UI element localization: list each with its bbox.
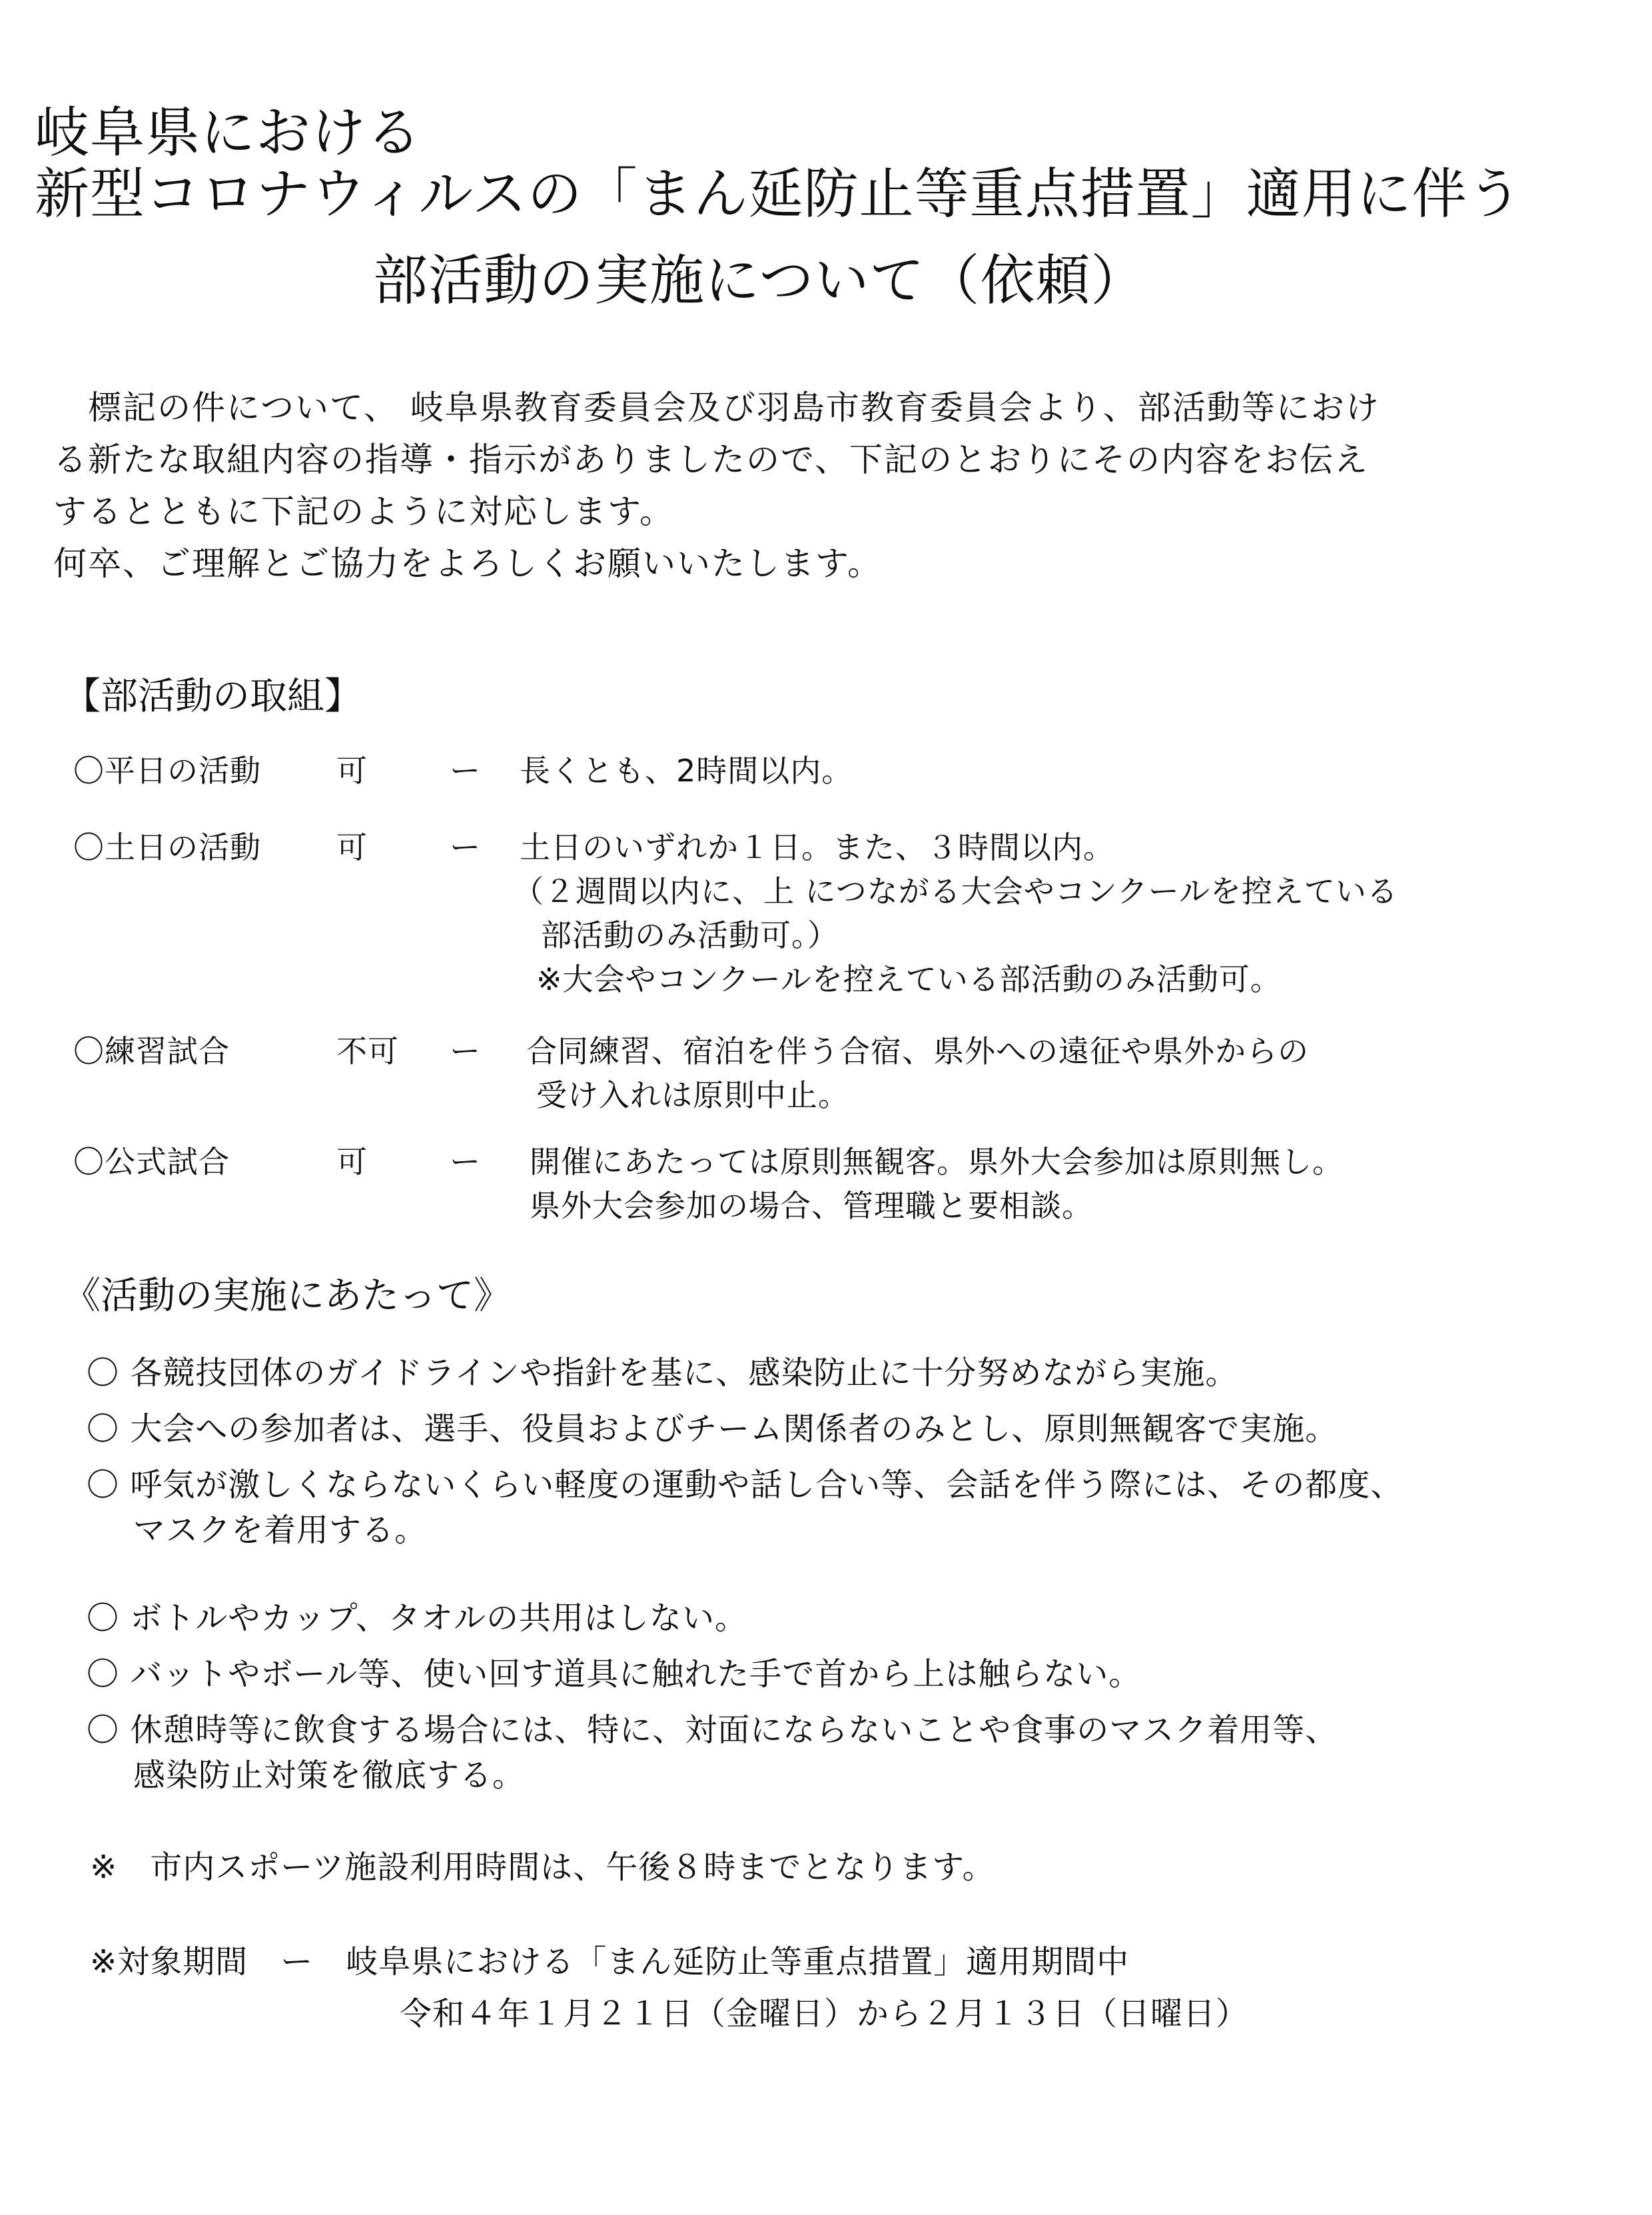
activity-bullet-cont: 感染防止対策を徹底する。 (133, 1757, 526, 1794)
club-row-detail: 受け入れは原則中止。 (536, 1077, 849, 1113)
club-row-detail: 合同練習、宿泊を伴う合宿、県外への遠征や県外からの (526, 1033, 1309, 1069)
club-row-dash: ー (450, 1144, 481, 1180)
intro-line-3: するとともに下記のように対応します。 (53, 492, 674, 531)
activity-bullet: 〇 休憩時等に飲食する場合には、特に、対面にならないことや食事のマスク着用等、 (87, 1711, 1338, 1749)
activity-bullet: 〇 バットやボール等、使い回す道具に触れた手で首から上は触らない。 (87, 1655, 1142, 1693)
club-row-status: 可 (336, 1144, 368, 1180)
club-row-status: 可 (336, 753, 368, 789)
title-line-1: 岐阜県における (35, 101, 422, 165)
club-row-item: 〇練習試合 (73, 1033, 230, 1069)
activity-bullet: 〇 ボトルやカップ、タオルの共用はしない。 (87, 1599, 747, 1637)
intro-line-1: 標記の件について、 岐阜県教育委員会及び羽島市教育委員会より、部活動等におけ (53, 388, 1380, 427)
club-row-detail: 開催にあたっては原則無観客。県外大会参加は原則無し。 (530, 1144, 1344, 1180)
activity-bullet: 〇 呼気が激しくならないくらい軽度の運動や話し合い等、会話を伴う際には、その都度、 (87, 1466, 1404, 1504)
club-row-dash: ー (450, 829, 481, 865)
club-row-detail: 県外大会参加の場合、管理職と要相談。 (530, 1188, 1093, 1224)
activity-heading: 《活動の実施にあたって》 (63, 1274, 511, 1318)
title-line-3: 部活動の実施について（依頼） (373, 249, 1146, 312)
club-row-item: 〇土日の活動 (73, 829, 261, 865)
club-heading: 【部活動の取組】 (63, 675, 362, 718)
club-row-item: 〇公式試合 (73, 1144, 230, 1180)
club-row-dash: ー (450, 753, 481, 789)
activity-bullet: 〇 各競技団体のガイドラインや指針を基に、感染防止に十分努めながら実施。 (87, 1354, 1238, 1392)
intro-line-4: 何卒、ご理解とご協力をよろしくお願いいたします。 (53, 544, 882, 583)
period-dates: 令和４年１月２１日（金曜日）から２月１３日（日曜日） (400, 1995, 1249, 2032)
club-row-detail: ※大会やコンクールを控えている部活動のみ活動可。 (536, 961, 1282, 997)
activity-bullet: 〇 大会への参加者は、選手、役員およびチーム関係者のみとし、原則無観客で実施。 (87, 1410, 1338, 1448)
club-row-detail: 部活動のみ活動可。） (541, 917, 839, 953)
club-row-detail: 土日のいずれか１日。また、３時間以内。 (520, 829, 1114, 865)
club-row-dash: ー (450, 1033, 481, 1069)
club-row-item: 〇平日の活動 (73, 753, 261, 789)
club-row-detail: （２週間以内に、上 につながる大会やコンクールを控えている (513, 873, 1398, 909)
activity-bullet-cont: マスクを着用する。 (133, 1512, 428, 1549)
period-label: ※対象期間 ー 岐阜県における「まん延防止等重点措置」適用期間中 (90, 1943, 1130, 1981)
title-line-2: 新型コロナウィルスの「まん延防止等重点措置」適用に伴う (35, 163, 1523, 226)
club-row-status: 可 (336, 829, 368, 865)
intro-line-2: る新たな取組内容の指導・指示がありましたので、下記のとおりにその内容をお伝え (53, 440, 1369, 479)
club-row-detail: 長くとも、2時間以内。 (520, 753, 853, 789)
club-row-status: 不可 (336, 1033, 399, 1069)
facility-note: ※ 市内スポーツ施設利用時間は、午後８時までとなります。 (90, 1849, 995, 1886)
